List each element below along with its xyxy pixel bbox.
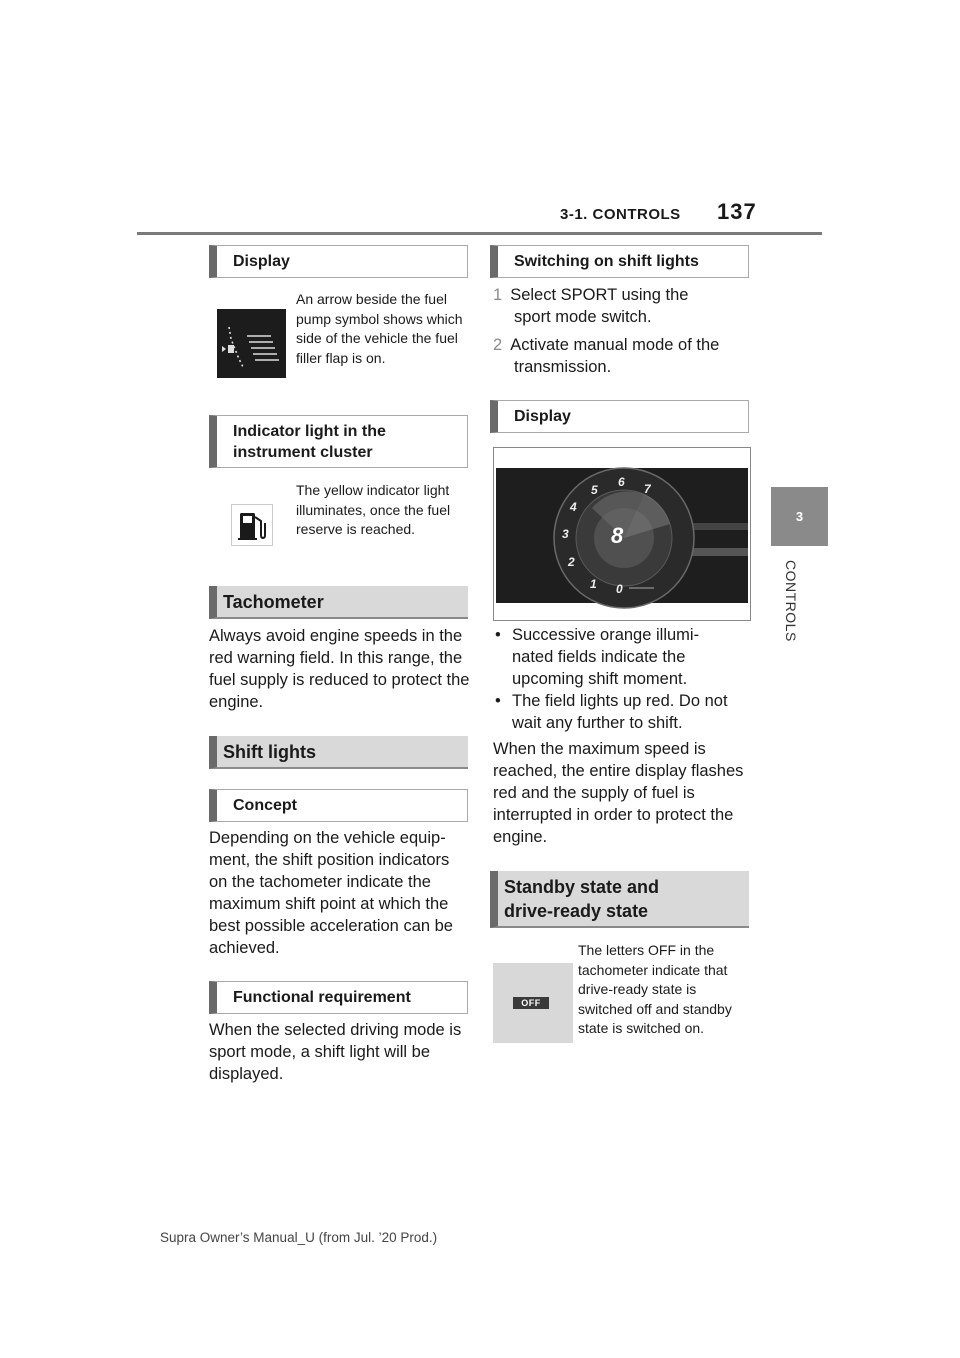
step-text: Activate manual mode of the — [510, 336, 720, 354]
fuel-reserve-icon — [231, 504, 273, 546]
tacho-label: 7 — [644, 482, 651, 496]
chapter-tab: 3 — [771, 487, 828, 546]
indicator-description: The yellow indicator light illuminates, once the fuel reserve is reached. — [296, 482, 451, 537]
standby-heading-line2: drive-ready state — [504, 901, 649, 921]
bullet-item — [493, 624, 755, 690]
bullet-text: nated fields indicate the — [512, 648, 686, 666]
display-heading: Display — [209, 245, 468, 278]
display-heading-right: Display — [490, 400, 749, 433]
functional-heading: Functional requirement — [209, 981, 468, 1014]
functional-text: When the selected driving mode is sport mode, a shift light will be displayed. — [209, 1021, 462, 1083]
switching-heading: Switching on shift lights — [490, 245, 749, 278]
bullet-text: Successive orange illumi- — [512, 626, 700, 644]
shift-lights-heading: Shift lights — [209, 736, 468, 769]
bullet-text: wait any further to shift. — [512, 714, 683, 732]
standby-heading-line1: Standby state and — [504, 877, 660, 897]
standby-heading — [490, 871, 749, 928]
fuel-gauge-arrow-icon — [217, 309, 286, 378]
indicator-heading — [209, 415, 468, 468]
tacho-label: 3 — [562, 527, 569, 541]
section-title: 3-1. CONTROLS — [560, 206, 681, 223]
step-number: 2 — [493, 336, 503, 354]
steps-list — [493, 284, 753, 378]
step-text: Select SPORT using the — [510, 286, 689, 304]
concept-text: Depending on the vehicle equipment, the shift position indicators on the tachometer indicate the maximum shift point at which the best possible acceleration can be achieved. — [209, 829, 453, 957]
max-speed-text: When the maximum speed is reached, the entire display flashes red and the supply of fuel is interrupted in order to protect the engine. — [493, 740, 744, 846]
tacho-label: 6 — [618, 475, 625, 489]
gear-readout: 8 — [611, 523, 624, 548]
tacho-label: 2 — [568, 555, 575, 569]
tachometer-heading: Tachometer — [209, 586, 468, 619]
step-number: 1 — [493, 286, 503, 304]
shift-bullets — [493, 624, 755, 734]
indicator-heading-line2: instrument cluster — [233, 444, 373, 461]
tacho-label: 5 — [591, 483, 598, 497]
concept-heading: Concept — [209, 789, 468, 822]
indicator-heading-line1: Indicator light in the — [233, 423, 386, 440]
standby-description: The letters OFF in the tachometer indicate that drive-ready state is switched off and standby state is switched on. — [578, 942, 732, 1036]
tachometer-image — [493, 447, 751, 621]
header-rule — [137, 232, 822, 235]
tachometer-text: Always avoid engine speeds in the red warning field. In this range, the fuel supply is reduced to protect the engine. — [209, 627, 470, 711]
tacho-label: 4 — [570, 500, 577, 514]
off-indicator-image — [493, 963, 573, 1043]
bullet-dot: • — [495, 692, 501, 710]
bullet-dot: • — [495, 626, 501, 644]
tacho-label: 0 — [616, 582, 623, 596]
step-text: sport mode switch. — [514, 308, 652, 326]
bullet-item — [493, 690, 755, 734]
step-text: transmission. — [514, 358, 612, 376]
step-item — [493, 334, 753, 378]
display-description: An arrow beside the fuel pump symbol shows which side of the vehicle the fuel filler flap is on. — [296, 291, 463, 366]
off-label: OFF — [513, 997, 549, 1009]
step-item — [493, 284, 753, 328]
footer-text: Supra Owner’s Manual_U (from Jul. ’20 Prod.) — [160, 1230, 438, 1245]
page-number: 137 — [717, 199, 757, 224]
bullet-text: upcoming shift moment. — [512, 670, 688, 688]
tacho-label: 1 — [590, 577, 597, 591]
chapter-label: CONTROLS — [783, 560, 799, 642]
bullet-text: The field lights up red. Do not — [512, 692, 728, 710]
